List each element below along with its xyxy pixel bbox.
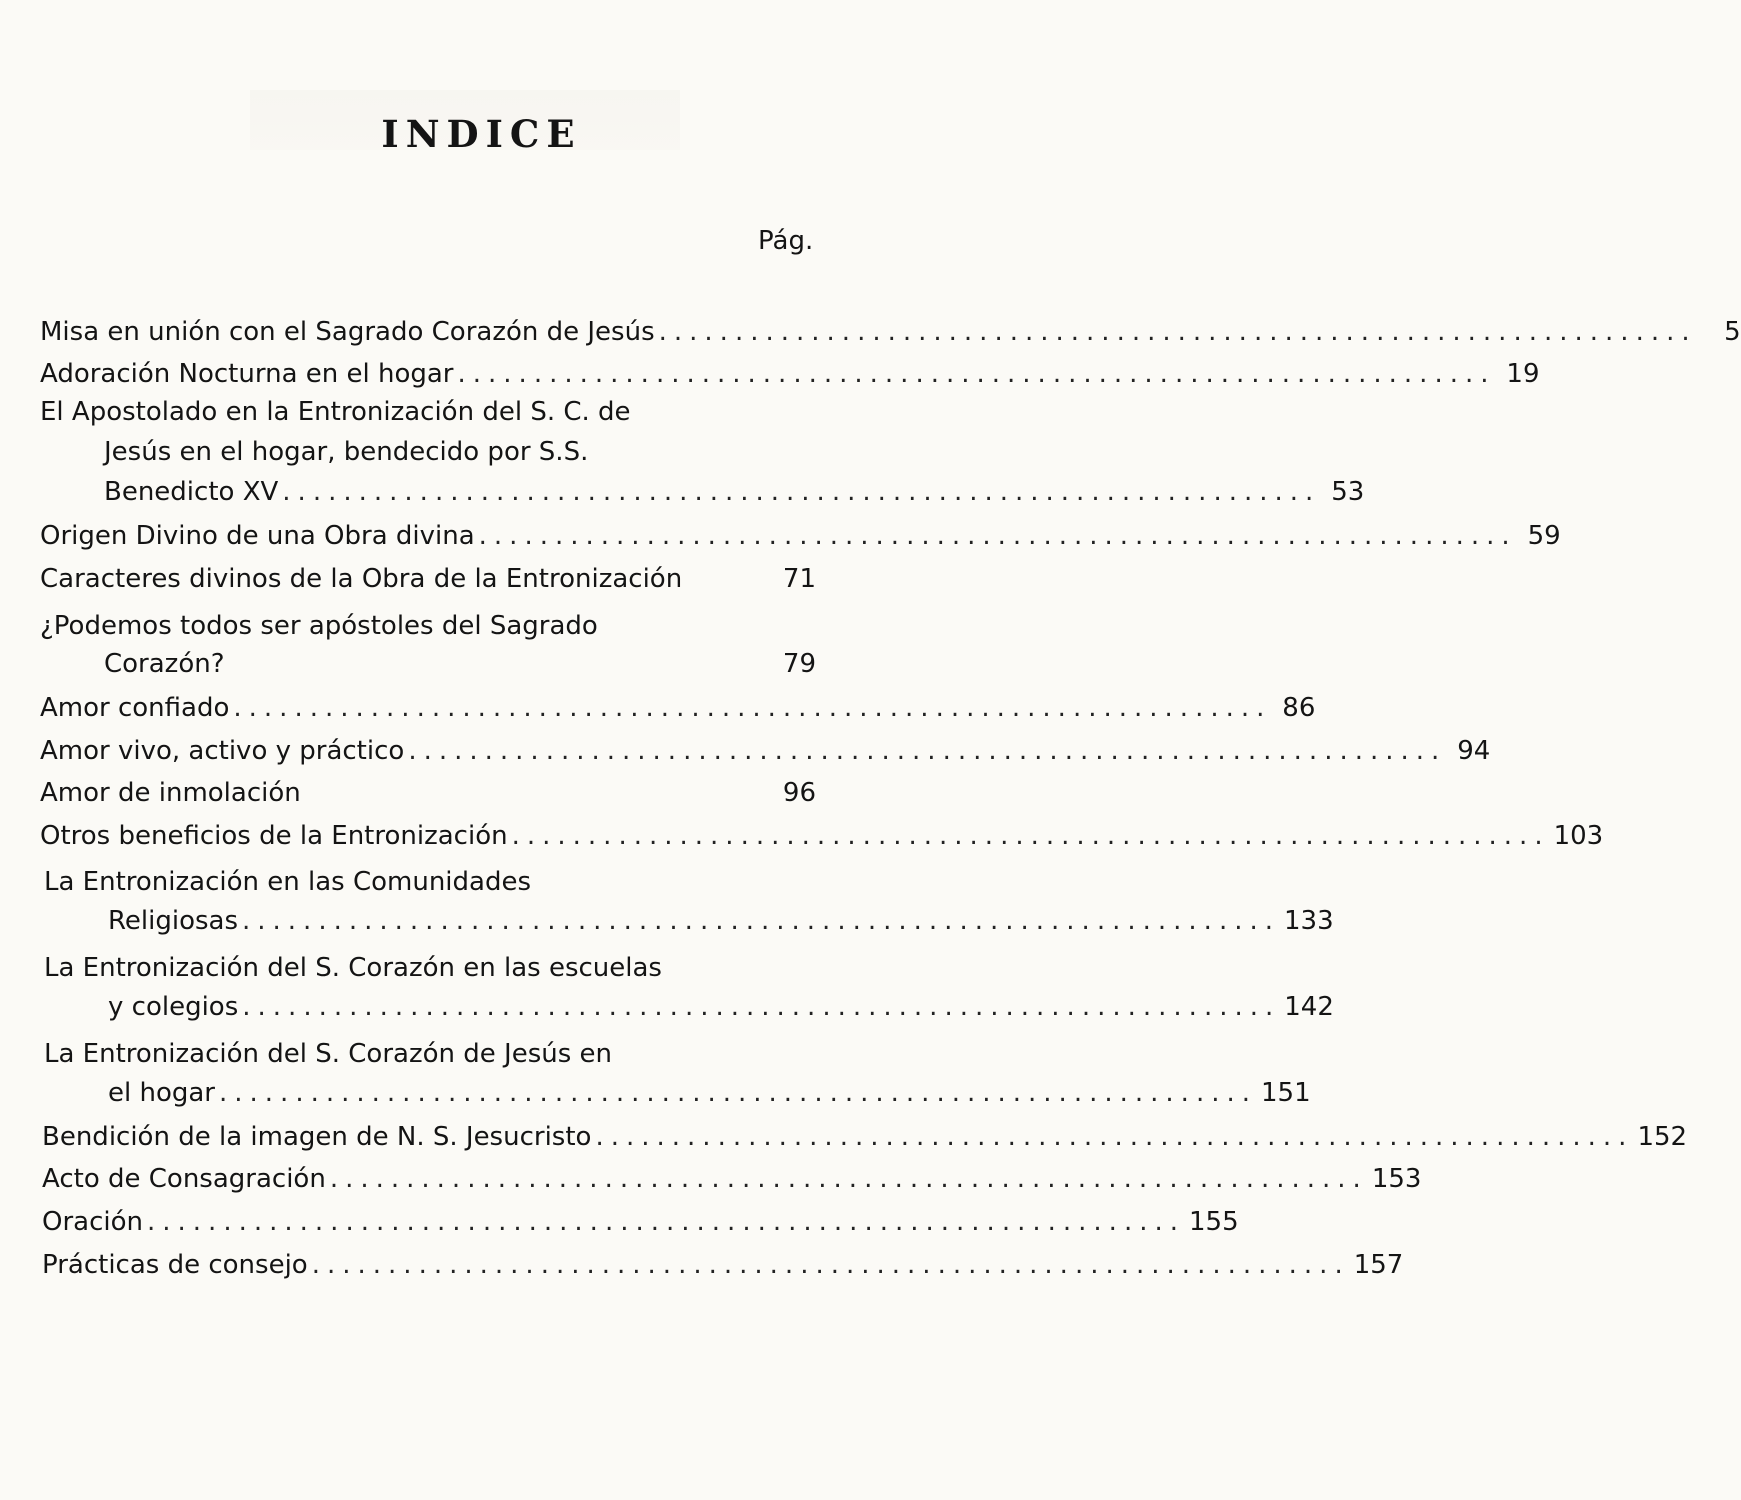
leader-dots: .................................................................... [329,1164,1368,1194]
toc-entry-title-line: La Entronización en las Comunidades [44,867,532,897]
toc-entry-title: Bendición de la imagen de N. S. Jesucristo [42,1122,592,1152]
toc-entry-title: Amor vivo, activo y práctico [40,736,405,766]
toc-entry-page: 103 [1553,821,1604,851]
toc-entry [40,692,1316,724]
leader-dots: .................................................................... [595,1122,1634,1152]
toc-entry-title: Acto de Consagración [42,1164,326,1194]
toc-entry [42,1163,1422,1195]
leader-dots: .................................................................... [408,736,1447,766]
leader-dots: .................................................................... [242,906,1280,936]
toc-entry-title-line: La Entronización del S. Corazón de Jesús en [44,1039,613,1069]
toc-entry-title: Caracteres divinos de la Obra de la Entronización [40,564,683,594]
toc-entry-title: Amor de inmolación [40,778,301,808]
toc-entry-page: 152 [1637,1122,1688,1152]
toc-entry-title: Religiosas [108,906,238,936]
toc-entry [40,563,816,595]
page-column-header: Pág. [758,226,814,256]
toc-entry-page: 153 [1371,1164,1422,1194]
toc-entry [42,1249,1404,1281]
toc-entry-title: Prácticas de consejo [42,1250,308,1280]
toc-entry-title: el hogar [108,1078,215,1108]
toc-entry-title: y colegios [108,992,239,1022]
toc-entry-title: Oración [42,1207,143,1237]
leader-dots: .................................................................... [242,992,1281,1022]
toc-entry-title: Origen Divino de una Obra divina [40,521,475,551]
leader-dots: .................................................................... [658,317,1697,347]
toc-entry-page: 79 [782,649,816,679]
leader-dots: .................................................................... [147,1207,1185,1237]
toc-entry [40,520,1561,552]
toc-entry [104,648,816,680]
toc-entry-title: Amor confiado [40,693,230,723]
page-title: INDICE [381,112,582,156]
toc-entry [42,1206,1239,1238]
toc-entry [40,316,1741,348]
toc-entry-page: 71 [782,564,816,594]
toc-entry-page: 59 [1527,521,1561,551]
toc-entry [40,777,816,809]
toc-entry-page: 94 [1457,736,1491,766]
toc-entry-page: 157 [1353,1250,1404,1280]
toc-entry-page: 86 [1282,693,1316,723]
leader-dots: .................................................................... [511,821,1550,851]
toc-entry [108,905,1334,937]
toc-entry-title: Adoración Nocturna en el hogar [40,359,454,389]
toc-entry-page: 5 [1724,317,1741,347]
leader-dots: .................................................................... [282,477,1321,507]
toc-entry-title: Misa en unión con el Sagrado Corazón de Jesús [40,317,655,347]
toc-entry-title: Otros beneficios de la Entronización [40,821,508,851]
toc-entry-page: 96 [782,778,816,808]
leader-dots: .................................................................... [219,1078,1257,1108]
toc-entry-title: Corazón? [104,649,225,679]
toc-entry-title-line: El Apostolado en la Entronización del S. C. de [40,397,631,427]
toc-entry [104,476,1365,508]
leader-dots: .................................................................... [457,359,1496,389]
toc-entry [108,991,1334,1023]
toc-entry [40,358,1540,390]
leader-dots: .................................................................... [311,1250,1350,1280]
toc-entry-page: 155 [1189,1207,1239,1237]
toc-entry-page: 19 [1506,359,1540,389]
toc-entry-page: 142 [1284,992,1334,1022]
toc-entry-title-line: La Entronización del S. Corazón en las escuelas [44,953,662,983]
toc-entry-title: Benedicto XV [104,477,279,507]
leader-dots: .................................................................... [478,521,1517,551]
toc-entry-page: 133 [1284,906,1334,936]
toc-entry [42,1121,1688,1153]
toc-entry-page: 53 [1331,477,1365,507]
toc-entry-page: 151 [1261,1078,1311,1108]
toc-entry [40,735,1491,767]
toc-entry [40,820,1604,852]
toc-entry [108,1077,1311,1109]
toc-entry-title-line: ¿Podemos todos ser apóstoles del Sagrado [40,611,598,641]
toc-entry-title-line: Jesús en el hogar, bendecido por S.S. [104,437,589,467]
leader-dots: .................................................................... [233,693,1272,723]
